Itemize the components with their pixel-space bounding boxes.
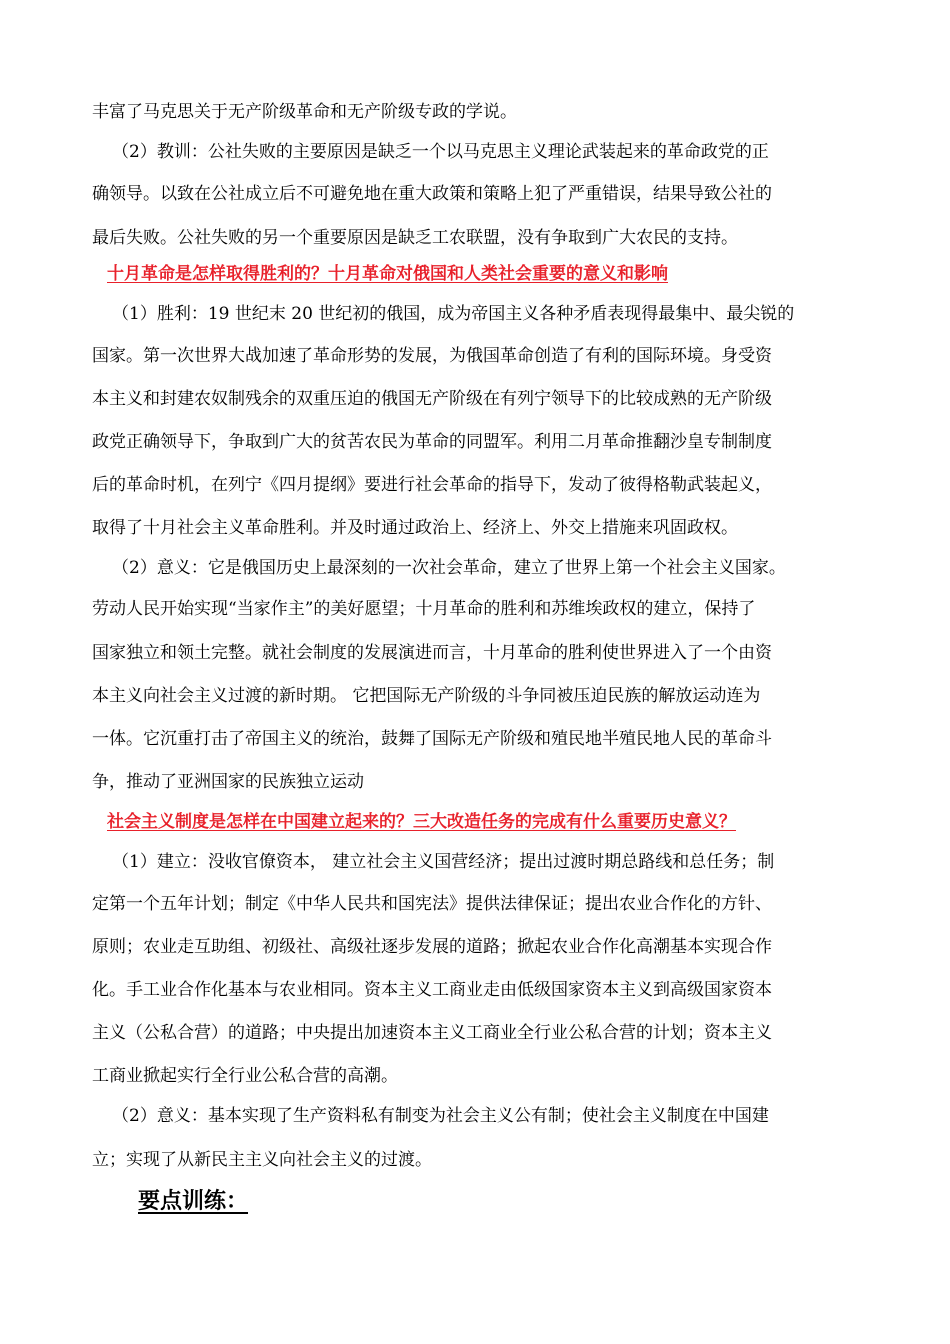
text-line: 一体。它沉重打击了帝国主义的统治，鼓舞了国际无产阶级和殖民地半殖民地人民的革命斗 — [92, 729, 772, 749]
text-line: 确领导。以致在公社成立后不可避免地在重大政策和策略上犯了严重错误，结果导致公社的 — [92, 184, 772, 204]
section-heading: 十月革命是怎样取得胜利的？十月革命对俄国和人类社会重要的意义和影响 — [107, 264, 668, 284]
text-line: （2）教训：公社失败的主要原因是缺乏一个以马克思主义理论武装起来的革命政党的正 — [112, 142, 769, 162]
text-line: 化。手工业合作化基本与农业相同。资本主义工商业走由低级国家资本主义到高级国家资本 — [92, 980, 772, 1000]
text-line: （1）胜利：19 世纪末 20 世纪初的俄国，成为帝国主义各种矛盾表现得最集中、最尖锐的 — [112, 304, 795, 324]
text-line: 立；实现了从新民主主义向社会主义的过渡。 — [92, 1150, 432, 1170]
training-title: 要点训练： — [138, 1188, 249, 1214]
text-line: 国家。第一次世界大战加速了革命形势的发展，为俄国革命创造了有利的国际环境。身受资 — [92, 346, 772, 366]
text-line: 丰富了马克思关于无产阶级革命和无产阶级专政的学说。 — [92, 102, 517, 122]
section-heading: 社会主义制度是怎样在中国建立起来的？三大改造任务的完成有什么重要历史意义？ — [107, 812, 736, 832]
text-line: （2）意义：基本实现了生产资料私有制变为社会主义公有制；使社会主义制度在中国建 — [112, 1106, 769, 1126]
text-line: 取得了十月社会主义革命胜利。并及时通过政治上、经济上、外交上措施来巩固政权。 — [92, 518, 738, 538]
text-line: （1）建立：没收官僚资本， 建立社会主义国营经济；提出过渡时期总路线和总任务；制 — [112, 852, 775, 872]
text-line: 国家独立和领土完整。就社会制度的发展演进而言，十月革命的胜利使世界进入了一个由资 — [92, 643, 772, 663]
text-line: 本主义向社会主义过渡的新时期。 它把国际无产阶级的斗争同被压迫民族的解放运动连为 — [92, 686, 761, 706]
text-line: 原则；农业走互助组、初级社、高级社逐步发展的道路；掀起农业合作化高潮基本实现合作 — [92, 937, 772, 957]
text-line: 工商业掀起实行全行业公私合营的高潮。 — [92, 1066, 398, 1086]
text-line: 主义（公私合营）的道路；中央提出加速资本主义工商业全行业公私合营的计划；资本主义 — [92, 1023, 772, 1043]
text-line: 劳动人民开始实现“当家作主”的美好愿望；十月革命的胜利和苏维埃政权的建立，保持了 — [92, 599, 756, 619]
text-line: 政党正确领导下，争取到广大的贫苦农民为革命的同盟军。利用二月革命推翻沙皇专制制度 — [92, 432, 772, 452]
text-line: （2）意义：它是俄国历史上最深刻的一次社会革命，建立了世界上第一个社会主义国家。 — [112, 558, 786, 578]
text-line: 后的革命时机，在列宁《四月提纲》要进行社会革命的指导下，发动了彼得格勒武装起义， — [92, 475, 772, 495]
text-line: 争，推动了亚洲国家的民族独立运动 — [92, 772, 364, 792]
text-line: 本主义和封建农奴制残余的双重压迫的俄国无产阶级在有列宁领导下的比较成熟的无产阶级 — [92, 389, 772, 409]
text-line: 最后失败。公社失败的另一个重要原因是缺乏工农联盟，没有争取到广大农民的支持。 — [92, 228, 738, 248]
text-line: 定第一个五年计划；制定《中华人民共和国宪法》提供法律保证；提出农业合作化的方针、 — [92, 894, 772, 914]
